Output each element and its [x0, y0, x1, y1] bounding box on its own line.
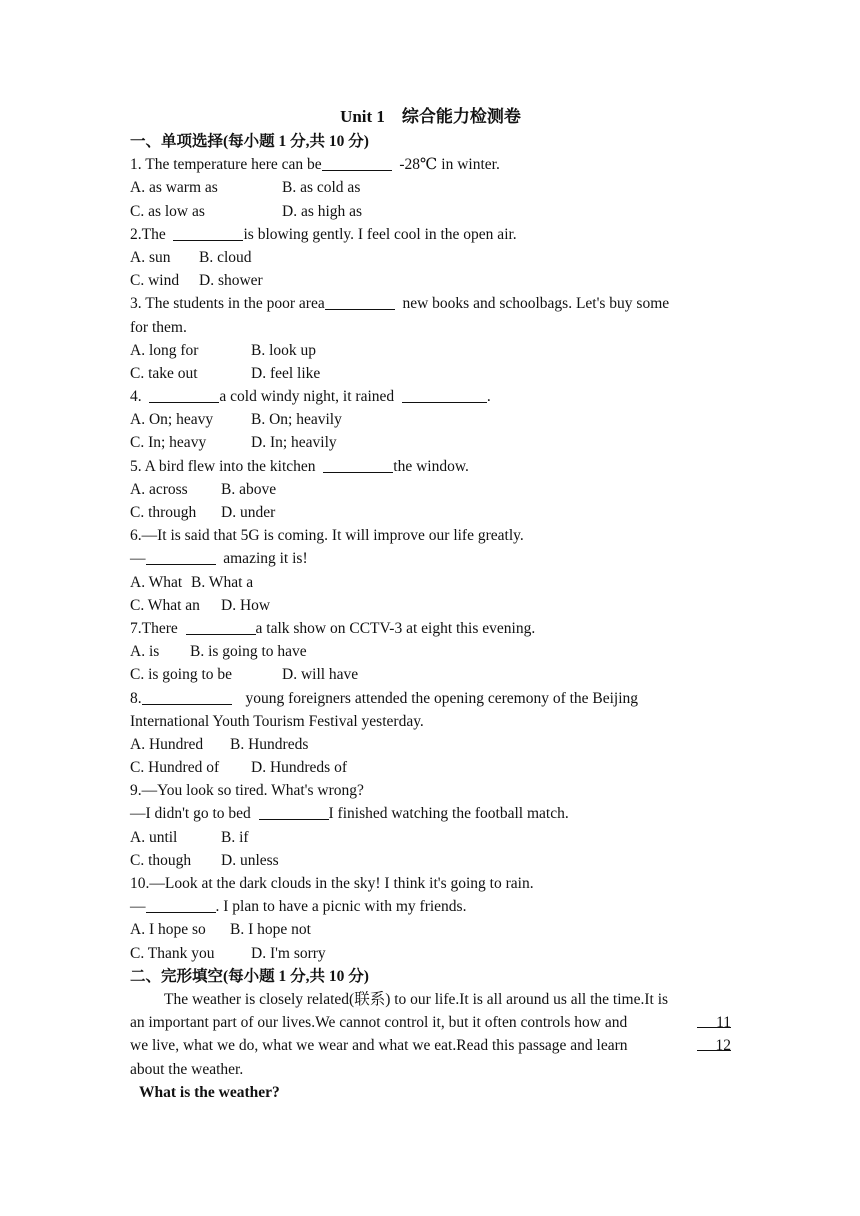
cloze-blank: 12 [697, 1034, 731, 1051]
answer-blank [259, 803, 329, 820]
section-heading: 二、完形填空(每小题 1 分,共 10 分) [130, 967, 369, 985]
options-row [130, 269, 731, 292]
options-row [130, 362, 731, 385]
question-2: 2.The is blowing gently. I feel cool in the open air. [130, 225, 517, 243]
answer-blank [323, 456, 393, 473]
option: B. as cold as [282, 179, 361, 197]
option: A. as warm as [130, 179, 218, 197]
question-continuation: —I didn't go to bed I finished watching the football match. [130, 805, 569, 823]
option: A. On; heavy [130, 411, 214, 429]
option: C. is going to be [130, 666, 233, 684]
answer-blank [173, 224, 243, 241]
page-title: Unit 1 综合能力检测卷 [340, 107, 521, 126]
question-8: 8. young foreigners attended the opening ceremony of the Beijing [130, 689, 639, 707]
question-10: 10.—Look at the dark clouds in the sky! I think it's going to rain. [130, 875, 534, 892]
answer-blank [146, 896, 216, 913]
passage-line: about the weather. [130, 1060, 244, 1078]
question-4: 4. a cold windy night, it rained . [130, 388, 491, 406]
options-row [130, 431, 731, 454]
question-1: 1. The temperature here can be -28℃ in winter. [130, 156, 500, 174]
question-6: 6.—It is said that 5G is coming. It will improve our life greatly. [130, 527, 524, 545]
option: B. I hope not [230, 921, 311, 939]
option: B. What a [191, 573, 254, 591]
option: D. Hundreds of [251, 759, 347, 777]
option: B. is going to have [190, 643, 307, 661]
option: A. is [130, 643, 160, 661]
options-row [130, 478, 731, 501]
options-row [130, 942, 731, 965]
option: C. Hundred of [130, 759, 220, 777]
passage-line: The weather is closely related(联系) to our life.It is all around us all the time.It is [164, 990, 669, 1008]
answer-blank [142, 688, 232, 705]
options-row [130, 408, 731, 431]
options-row [130, 756, 731, 779]
option: D. How [221, 596, 271, 614]
option: D. shower [199, 272, 263, 290]
option: A. long for [130, 341, 199, 359]
options-row [130, 640, 731, 663]
answer-blank [186, 618, 256, 635]
option: B. On; heavily [251, 411, 342, 429]
question-5: 5. A bird flew into the kitchen the window. [130, 457, 469, 475]
options-row [130, 918, 731, 941]
option: D. feel like [251, 364, 321, 382]
option: D. under [221, 504, 276, 521]
question-7: 7.There a talk show on CCTV-3 at eight this evening. [130, 619, 536, 637]
exam-page [130, 104, 731, 1104]
option: B. Hundreds [230, 735, 309, 753]
option: D. unless [221, 851, 279, 869]
question-3: 3. The students in the poor area new books and schoolbags. Let's buy some [130, 295, 670, 313]
question-continuation: — . I plan to have a picnic with my friends. [130, 898, 467, 916]
answer-blank [325, 293, 395, 310]
options-row [130, 733, 731, 756]
option: C. take out [130, 364, 198, 382]
option: C. What an [130, 596, 200, 614]
options-row [130, 176, 731, 199]
passage-line: we live, what we do, what we wear and what we eat.Read this passage and learn 12 [130, 1034, 731, 1057]
option: C. through [130, 504, 197, 521]
option: C. In; heavy [130, 434, 207, 452]
option: A. Hundred [130, 735, 204, 753]
question-continuation: International Youth Tourism Festival yesterday. [130, 712, 424, 730]
options-row [130, 339, 731, 362]
option: D. will have [282, 666, 359, 684]
question-continuation: for them. [130, 318, 187, 336]
option: B. if [221, 828, 249, 846]
options-row [130, 663, 731, 686]
option: C. as low as [130, 202, 205, 220]
option: B. above [221, 480, 277, 498]
option: C. though [130, 851, 192, 869]
option: D. I'm sorry [251, 944, 326, 962]
option: A. across [130, 480, 188, 498]
option: B. look up [251, 341, 317, 359]
option: A. What [130, 573, 183, 591]
option: D. as high as [282, 202, 363, 220]
option: A. until [130, 828, 178, 846]
options-row [130, 246, 731, 269]
options-row [130, 571, 731, 594]
section-heading: 一、单项选择(每小题 1 分,共 10 分) [130, 133, 369, 150]
options-row [130, 594, 731, 617]
option: C. wind [130, 272, 180, 290]
option: A. sun [130, 248, 171, 266]
option: D. In; heavily [251, 434, 337, 452]
option: B. cloud [199, 248, 252, 266]
passage-subheading: What is the weather? [139, 1083, 280, 1101]
answer-blank [322, 154, 392, 171]
options-row [130, 501, 731, 524]
option: A. I hope so [130, 921, 206, 939]
question-continuation: — amazing it is! [130, 550, 308, 568]
option: C. Thank you [130, 944, 215, 962]
question-9: 9.—You look so tired. What's wrong? [130, 782, 364, 800]
options-row [130, 849, 731, 872]
answer-blank [146, 548, 216, 565]
answer-blank [149, 386, 219, 403]
options-row [130, 826, 731, 849]
answer-blank [402, 386, 487, 403]
passage-line: an important part of our lives.We cannot control it, but it often controls how and 11 [130, 1011, 731, 1034]
options-row [130, 200, 731, 223]
cloze-blank: 11 [697, 1011, 731, 1028]
